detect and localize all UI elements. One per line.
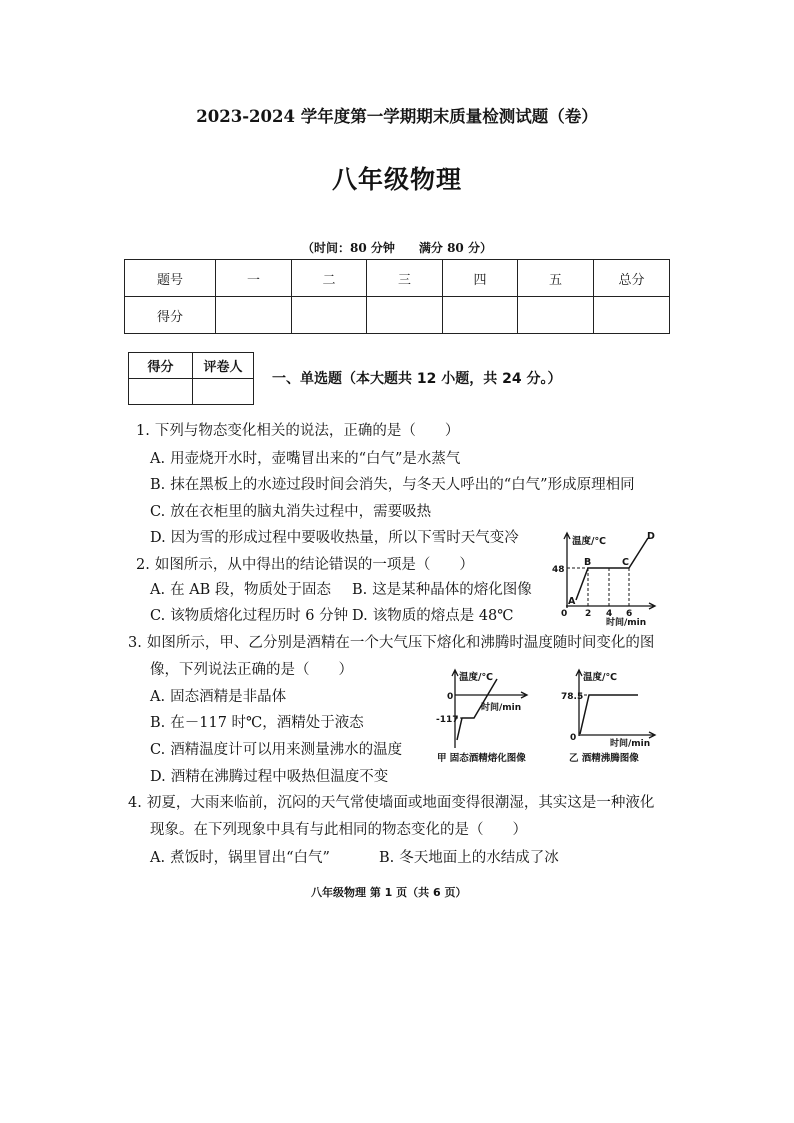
x-axis-label: 时间/min [606, 618, 647, 628]
option-label: D. [150, 769, 166, 785]
option-label: D. [150, 530, 166, 546]
option-text: 在 AB 段，物质处于固态 [170, 582, 331, 598]
score-header-question-no: 题号 [125, 260, 216, 297]
q3-alcohol-boiling-graph [558, 666, 662, 766]
figure-caption: 乙 酒精沸腾图像 [569, 753, 639, 764]
question-4-stem-continued: 现象。在下列现象中具有与此相同的物态变化的是（ ） [150, 822, 527, 838]
question-1-option-c [150, 502, 431, 522]
exam-subject: 八年级物理 [331, 165, 462, 194]
exam-title: 2023-2024 学年度第一学期期末质量检测试题（卷） [196, 107, 598, 126]
figure-caption: 甲 固态酒精熔化图像 [437, 753, 526, 764]
score-cell-part-1 [216, 297, 292, 334]
option-label: C. [150, 504, 166, 520]
question-3-stem [128, 633, 654, 653]
x-axis-label: 时间/min [481, 703, 522, 713]
question-stem-text: 如图所示，甲、乙分别是酒精在一个大气压下熔化和沸腾时温度随时间变化的图 [146, 635, 655, 651]
score-table [124, 259, 670, 334]
origin-label: 0 [570, 733, 577, 743]
point-a-label: A [568, 596, 576, 607]
question-2-stem [136, 555, 474, 575]
score-cell-part-2 [292, 297, 367, 334]
score-header-part-4: 四 [443, 260, 518, 297]
score-cell-total [594, 297, 670, 334]
grader-name-label: 评卷人 [193, 353, 254, 379]
option-text: 该物质的熔点是 48℃ [372, 608, 514, 624]
point-b-label: B [584, 557, 592, 568]
grader-score-label: 得分 [129, 353, 193, 379]
x-tick-4: 4 [606, 609, 613, 619]
page-footer: 八年级物理 第 1 页（共 6 页） [311, 886, 467, 899]
score-header-total: 总分 [594, 260, 670, 297]
question-1-option-a [150, 449, 460, 469]
option-text: 煮饭时，锅里冒出“白气” [170, 850, 330, 866]
question-2-option-b [352, 580, 532, 600]
question-4-option-b [379, 848, 559, 868]
score-header-part-2: 二 [292, 260, 367, 297]
question-stem-text: 初夏，大雨来临前，沉闷的天气常使墙面或地面变得很潮湿，其实这是一种液化 [146, 795, 655, 811]
option-text: 酒精温度计可以用来测量沸水的温度 [170, 742, 403, 758]
grader-score-cell [129, 379, 193, 405]
option-text: 在－117 时℃，酒精处于液态 [170, 715, 364, 731]
question-2-option-c [150, 606, 348, 626]
question-1-option-d [150, 528, 519, 548]
y-value-label: 48 [552, 565, 565, 575]
temperature-curve [576, 538, 648, 600]
score-cell-part-5 [518, 297, 594, 334]
option-text: 用壶烧开水时，壶嘴冒出来的“白气”是水蒸气 [170, 451, 461, 467]
x-tick-2: 2 [585, 609, 592, 619]
origin-label: 0 [447, 692, 454, 702]
question-stem-text: 如图所示，从中得出的结论错误的一项是（ ） [154, 557, 474, 573]
option-label: B. [352, 582, 368, 598]
score-header-part-3: 三 [367, 260, 443, 297]
grader-box [128, 352, 254, 405]
option-label: A. [150, 451, 166, 467]
boiling-curve [580, 695, 638, 734]
option-text: 该物质熔化过程历时 6 分钟 [170, 608, 349, 624]
option-text: 抹在黑板上的水迹过段时间会消失，与冬天人呼出的“白气”形成原理相同 [170, 477, 635, 493]
question-3-option-b [150, 713, 364, 733]
x-tick-6: 6 [626, 609, 633, 619]
score-table-score-row [125, 297, 670, 334]
option-text: 冬天地面上的水结成了冰 [399, 850, 559, 866]
point-c-label: C [622, 557, 629, 568]
option-text: 酒精在沸腾过程中吸热但温度不变 [170, 769, 389, 785]
option-label: C. [150, 608, 166, 624]
option-label: B. [379, 850, 395, 866]
q3-alcohol-melting-graph [428, 666, 536, 766]
question-number: 3. [128, 635, 142, 651]
question-3-option-c [150, 740, 402, 760]
question-number: 2. [136, 557, 150, 573]
question-4-option-a [150, 848, 330, 868]
question-3-option-a [150, 687, 286, 707]
question-3-stem-continued: 像，下列说法正确的是（ ） [150, 662, 353, 678]
option-label: A. [150, 689, 166, 705]
score-header-part-1: 一 [216, 260, 292, 297]
question-1-stem [136, 421, 459, 441]
score-cell-part-3 [367, 297, 443, 334]
option-text: 固态酒精是非晶体 [170, 689, 287, 705]
question-2-option-a [150, 580, 331, 600]
point-d-label: D [647, 531, 655, 542]
question-2-option-d [352, 606, 514, 626]
x-axis-label: 时间/min [610, 739, 651, 749]
score-table-header-row [125, 260, 670, 297]
option-text: 放在衣柜里的脑丸消失过程中，需要吸热 [170, 504, 432, 520]
question-stem-text: 下列与物态变化相关的说法，正确的是（ ） [154, 423, 460, 439]
y-axis-label: 温度/℃ [572, 536, 606, 547]
y-value-label: 78.5 [561, 692, 584, 702]
y-axis-label: 温度/℃ [459, 672, 493, 683]
q2-melting-graph [548, 528, 660, 628]
score-row-label: 得分 [125, 297, 216, 334]
option-label: B. [150, 715, 166, 731]
option-text: 这是某种晶体的熔化图像 [372, 582, 532, 598]
y-axis-label: 温度/℃ [583, 672, 617, 683]
question-number: 4. [128, 795, 142, 811]
question-1-option-b [150, 475, 635, 495]
option-label: A. [150, 850, 166, 866]
score-header-part-5: 五 [518, 260, 594, 297]
grader-name-cell [193, 379, 254, 405]
question-4-stem [128, 793, 654, 813]
section-1-heading: 一、单选题（本大题共 12 小题，共 24 分。） [272, 371, 562, 387]
option-label: C. [150, 742, 166, 758]
x-tick-0: 0 [561, 609, 568, 619]
option-label: A. [150, 582, 166, 598]
option-label: B. [150, 477, 166, 493]
exam-time-info: （时间：80 分钟 满分 80 分） [302, 241, 492, 255]
score-cell-part-4 [443, 297, 518, 334]
option-text: 因为雪的形成过程中要吸收热量，所以下雪时天气变冷 [170, 530, 519, 546]
question-number: 1. [136, 423, 150, 439]
option-label: D. [352, 608, 368, 624]
y-value-label: -117 [436, 715, 459, 725]
question-3-option-d [150, 767, 388, 787]
